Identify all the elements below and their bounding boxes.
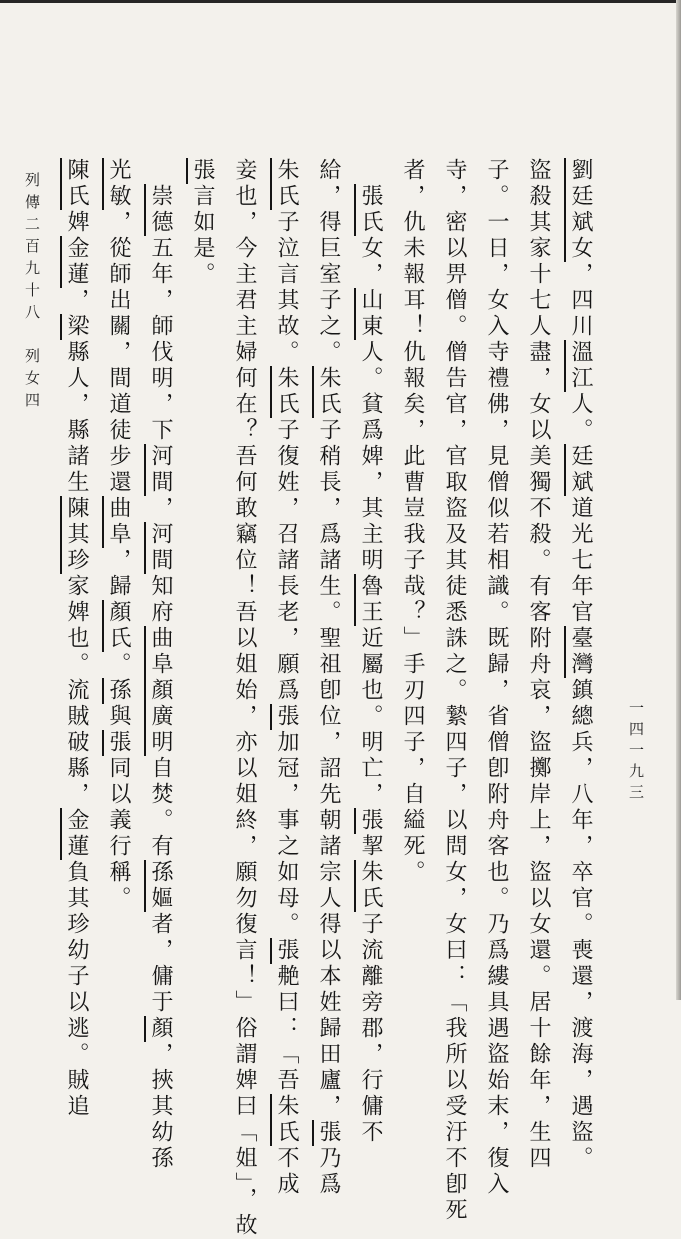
proper-name-text: 顏氏 (106, 600, 131, 652)
text-segment: 道光七年官 (568, 496, 593, 626)
text-column (230, 158, 258, 1239)
proper-name-text: 朱氏 (274, 366, 299, 418)
text-column (62, 158, 90, 1120)
text-segment: 子流離旁郡，行傭不 (358, 912, 383, 1146)
proper-name-text: 孫 (106, 678, 131, 704)
proper-name-text: 張 (358, 808, 383, 834)
running-header-folio: 列傳二百九十八 列女四 (23, 172, 41, 414)
text-segment: 同以義行稱。 (106, 756, 131, 912)
text-column (566, 158, 594, 1172)
proper-name-text: 梁 (64, 314, 89, 340)
text-segment: 乃爲 (316, 1146, 341, 1198)
text-segment: 子。一日，女入寺禮佛，見僧似若相識。既歸，省僧卽附舟客也。乃爲縷具遇盜始末，復入 (484, 158, 509, 1198)
text-segment: ， (148, 496, 173, 522)
text-segment (148, 158, 173, 184)
proper-name-text: 光敏 (106, 158, 131, 210)
text-segment: 者，仇未報耳！仇報矣，此曹豈我子哉？」手刃四子，自縊死。 (400, 158, 425, 886)
text-column (188, 158, 216, 288)
text-segment: 盜殺其家十七人盡，女以美獨不殺。有客附舟哀，盜擲岸上，盜以女還。居十餘年，生四 (526, 158, 551, 1172)
text-segment: 五年，師伐明，下 (148, 236, 173, 444)
text-column (104, 158, 132, 912)
text-segment: 人。貧爲婢，其主明 (358, 340, 383, 574)
text-segment: 家婢也。流賊破縣， (64, 574, 89, 808)
text-segment: 艴曰：「吾 (274, 964, 299, 1094)
text-segment: 加冠，事之如母。 (274, 730, 299, 938)
proper-name-text: 山東 (358, 288, 383, 340)
text-segment: 子復姓，召諸長老，願爲 (274, 418, 299, 704)
text-segment: 寺，密以畀僧。僧告官，官取盜及其徒悉誅之。縶四子，以問女，女曰：「我所以受汙不卽死 (442, 158, 467, 1224)
proper-name-text: 河間 (148, 522, 173, 574)
text-segment: 者，傭于 (148, 912, 173, 1016)
text-segment: ，挾其幼孫 (148, 1042, 173, 1172)
proper-name-text: 張 (106, 730, 131, 756)
page-number: 一四一九三 (627, 700, 645, 805)
text-column (482, 158, 510, 1198)
text-segment: 近屬也。明亡， (358, 626, 383, 808)
text-segment: 女， (358, 236, 383, 288)
text-segment: 縣人，縣諸生 (64, 340, 89, 496)
text-segment: 人。 (568, 392, 593, 444)
proper-name-text: 陳其珍 (64, 496, 89, 574)
text-segment: ，從師出關，間道徒步還 (106, 210, 131, 496)
text-column (146, 158, 174, 1172)
text-column (524, 158, 552, 1172)
text-segment: 子稍長，爲諸生。聖祖卽位，詔先朝諸宗人得以本姓歸田廬， (316, 418, 341, 1120)
proper-name-text: 魯王 (358, 574, 383, 626)
proper-name-text: 張 (190, 158, 215, 184)
proper-name-text: 曲阜顏廣明 (148, 626, 173, 756)
text-segment: 給，得巨室子之。 (316, 158, 341, 366)
text-segment (358, 158, 383, 184)
proper-name-text: 張 (274, 938, 299, 964)
proper-name-text: 朱氏 (358, 860, 383, 912)
proper-name-text: 朱氏 (274, 158, 299, 210)
text-column (314, 158, 342, 1198)
proper-name-text: 金蓮 (64, 808, 89, 860)
text-segment: ， (64, 288, 89, 314)
text-segment: 。 (106, 652, 131, 678)
proper-name-text: 崇德 (148, 184, 173, 236)
proper-name-text: 河間 (148, 444, 173, 496)
text-segment: 言如是。 (190, 184, 215, 288)
text-segment: 與 (106, 704, 131, 730)
page-top-edge (0, 0, 681, 3)
proper-name-text: 張氏 (358, 184, 383, 236)
proper-name-text: 曲阜 (106, 496, 131, 548)
text-segment: 鎮總兵，八年，卒官。喪還，渡海，遇盜。 (568, 678, 593, 1172)
proper-name-text: 孫嫗 (148, 860, 173, 912)
page-right-edge (676, 0, 681, 1000)
text-segment: 妾也，今主君主婦何在？吾何敢竊位！吾以姐始，亦以姐終，願勿復言！」俗謂婢曰「姐」，故 (232, 158, 257, 1239)
text-segment: 知府 (148, 574, 173, 626)
proper-name-text: 陳氏 (64, 158, 89, 210)
text-segment: ，四川 (568, 262, 593, 340)
proper-name-text: 朱氏 (316, 366, 341, 418)
text-segment: 負其珍幼子以逃。賊追 (64, 860, 89, 1120)
proper-name-text: 溫江 (568, 340, 593, 392)
proper-name-text: 朱氏 (274, 1094, 299, 1146)
text-segment: 婢 (64, 210, 89, 236)
proper-name-text: 張 (274, 704, 299, 730)
proper-name-text: 張 (316, 1120, 341, 1146)
text-column (440, 158, 468, 1224)
proper-name-text: 臺灣 (568, 626, 593, 678)
proper-name-text: 廷斌 (568, 444, 593, 496)
text-segment: 挈 (358, 834, 383, 860)
proper-name-text: 金蓮 (64, 236, 89, 288)
proper-name-text: 顏 (148, 1016, 173, 1042)
text-segment: ，歸 (106, 548, 131, 600)
text-column (356, 158, 384, 1146)
text-segment: 子泣言其故。 (274, 210, 299, 366)
text-segment: 不成 (274, 1146, 299, 1198)
text-column (398, 158, 426, 886)
proper-name-text: 劉廷斌女 (568, 158, 593, 262)
text-column (272, 158, 300, 1198)
text-segment: 自焚。有 (148, 756, 173, 860)
